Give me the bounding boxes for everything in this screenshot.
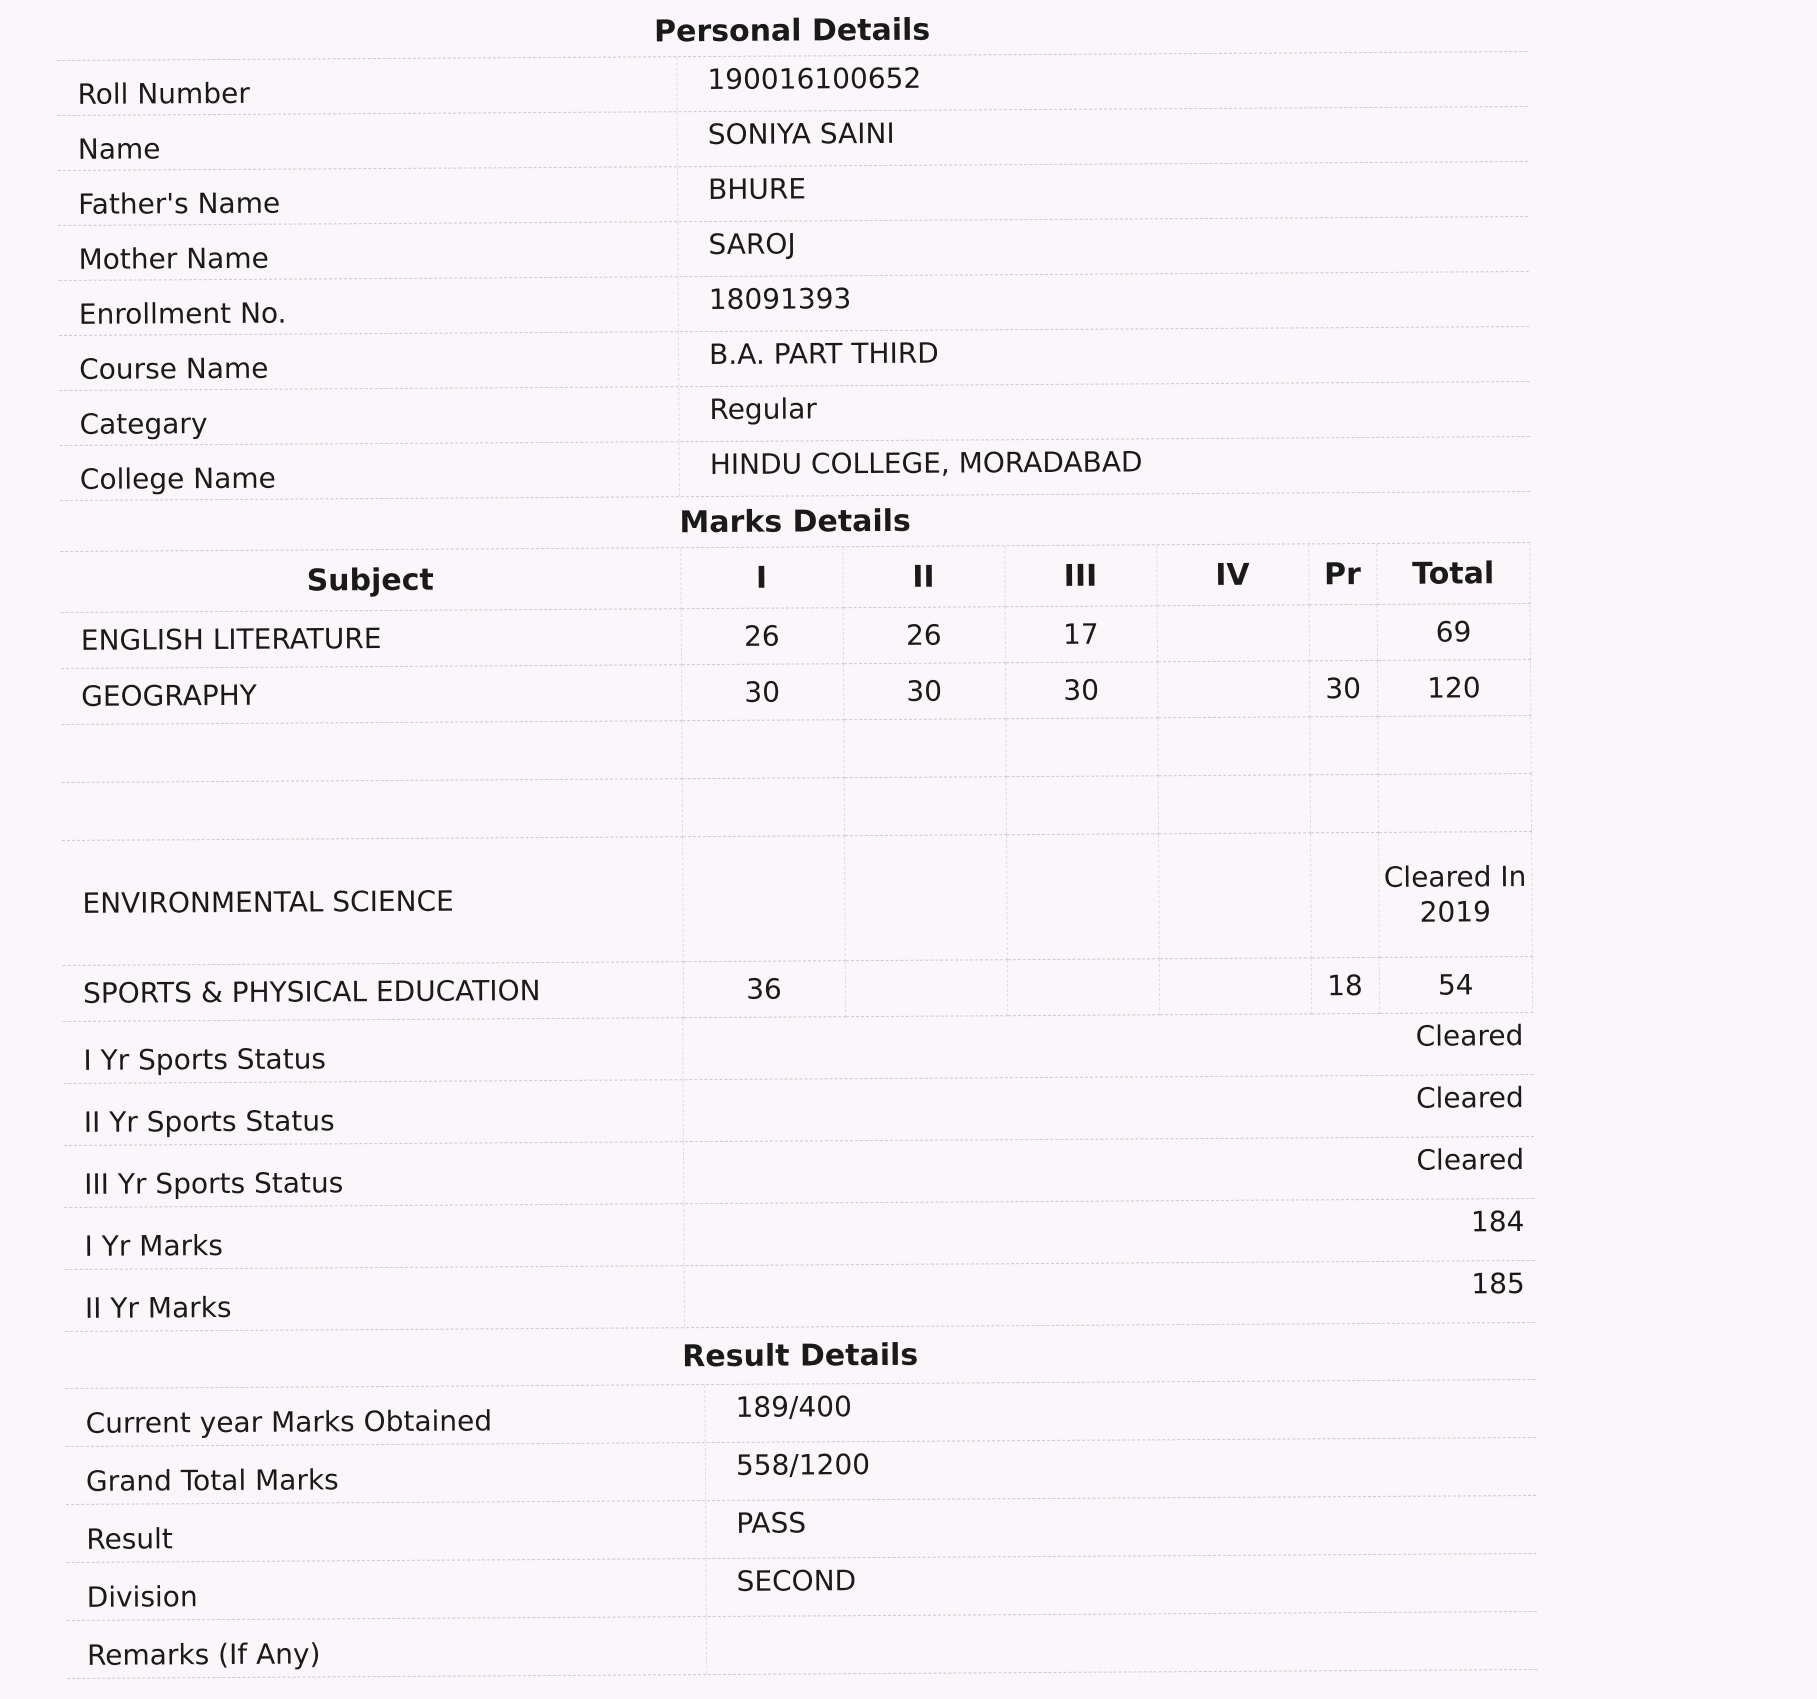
mark-cell-i bbox=[682, 836, 845, 962]
mark-cell-ii bbox=[844, 835, 1007, 961]
personal-details-title: Personal Details bbox=[57, 1, 1527, 61]
result-sheet bbox=[57, 1, 1537, 1690]
mark-cell-total: 54 bbox=[1379, 957, 1533, 1014]
col-header-iii: III bbox=[1004, 545, 1156, 606]
result-value bbox=[707, 1612, 1537, 1674]
detail-label: Father's Name bbox=[58, 167, 678, 225]
result-value: PASS bbox=[736, 1506, 807, 1540]
status-value: 185 bbox=[1471, 1267, 1525, 1301]
detail-label: Roll Number bbox=[57, 57, 677, 115]
mark-cell-pr: 18 bbox=[1311, 957, 1379, 1013]
marks-details-title: Marks Details bbox=[60, 492, 1530, 552]
mark-cell-ii bbox=[843, 719, 1005, 778]
detail-value: BHURE bbox=[708, 172, 807, 207]
status-row bbox=[64, 1137, 1534, 1208]
result-value: 189/400 bbox=[735, 1390, 852, 1424]
result-label: Division bbox=[66, 1559, 706, 1620]
detail-value: SAROJ bbox=[708, 227, 796, 262]
table-row bbox=[63, 957, 1533, 1022]
col-header-pr: Pr bbox=[1308, 544, 1376, 605]
detail-row bbox=[59, 327, 1529, 391]
detail-row bbox=[58, 217, 1528, 281]
detail-label: Name bbox=[58, 112, 678, 170]
status-value: Cleared bbox=[1415, 1081, 1524, 1115]
detail-value: Regular bbox=[709, 392, 817, 427]
mark-cell-total: 120 bbox=[1377, 660, 1531, 717]
mark-cell-iii bbox=[1007, 959, 1159, 1016]
mark-cell-ii bbox=[845, 960, 1007, 1017]
result-label: Result bbox=[66, 1501, 706, 1562]
status-label: I Yr Marks bbox=[64, 1204, 684, 1269]
result-row bbox=[66, 1496, 1536, 1563]
result-label: Remarks (If Any) bbox=[67, 1617, 707, 1678]
detail-row bbox=[59, 272, 1529, 336]
detail-value: HINDU COLLEGE, MORADABAD bbox=[709, 445, 1143, 482]
subject-cell: ENGLISH LITERATURE bbox=[61, 609, 681, 669]
mark-cell-total: Cleared In 2019 bbox=[1378, 832, 1532, 958]
status-value: 184 bbox=[1470, 1205, 1525, 1239]
status-label: II Yr Marks bbox=[65, 1266, 685, 1331]
status-label: II Yr Sports Status bbox=[64, 1080, 684, 1145]
mark-cell-iv bbox=[1158, 775, 1310, 834]
status-label: III Yr Sports Status bbox=[64, 1142, 684, 1207]
mark-cell-pr bbox=[1310, 774, 1378, 832]
mark-cell-pr bbox=[1310, 832, 1379, 957]
mark-cell-iv bbox=[1157, 717, 1309, 776]
mark-cell-total: 69 bbox=[1377, 604, 1531, 661]
col-header-subject: Subject bbox=[60, 548, 680, 612]
marks-table bbox=[60, 543, 1533, 1022]
status-row bbox=[65, 1261, 1535, 1332]
detail-row bbox=[58, 162, 1528, 226]
table-row bbox=[61, 604, 1531, 669]
col-header-i: I bbox=[680, 547, 842, 608]
detail-label: College Name bbox=[60, 442, 680, 500]
status-row bbox=[63, 1013, 1533, 1084]
result-details-title: Result Details bbox=[65, 1323, 1535, 1389]
table-row bbox=[62, 774, 1532, 841]
subject-cell: SPORTS & PHYSICAL EDUCATION bbox=[63, 962, 683, 1022]
result-row bbox=[67, 1612, 1537, 1679]
table-row bbox=[61, 716, 1531, 783]
subject-cell: ENVIRONMENTAL SCIENCE bbox=[62, 837, 683, 966]
mark-cell-iii bbox=[1005, 718, 1157, 777]
detail-row bbox=[57, 52, 1527, 116]
col-header-total: Total bbox=[1376, 543, 1530, 604]
detail-value: B.A. PART THIRD bbox=[709, 336, 939, 372]
detail-row bbox=[59, 382, 1529, 446]
status-value: Cleared bbox=[1416, 1143, 1525, 1177]
mark-cell-iv bbox=[1157, 605, 1309, 662]
detail-label: Mother Name bbox=[58, 222, 678, 280]
mark-cell-ii: 26 bbox=[843, 607, 1005, 664]
detail-value: SONIYA SAINI bbox=[707, 116, 895, 152]
result-value: 558/1200 bbox=[735, 1448, 871, 1482]
mark-cell-iv bbox=[1158, 833, 1311, 959]
mark-cell-total bbox=[1378, 774, 1532, 833]
status-label: I Yr Sports Status bbox=[63, 1018, 683, 1083]
detail-label: Course Name bbox=[59, 332, 679, 390]
mark-cell-iii bbox=[1006, 776, 1158, 835]
mark-cell-pr bbox=[1309, 604, 1377, 660]
col-header-iv: IV bbox=[1156, 544, 1308, 605]
detail-value: 18091393 bbox=[708, 282, 852, 317]
mark-cell-i: 36 bbox=[683, 961, 845, 1018]
detail-row bbox=[60, 437, 1530, 501]
mark-cell-iii: 17 bbox=[1005, 606, 1157, 663]
result-row bbox=[65, 1380, 1535, 1447]
result-row bbox=[66, 1554, 1536, 1621]
result-value: SECOND bbox=[736, 1564, 857, 1598]
mark-cell-pr bbox=[1309, 716, 1377, 774]
mark-cell-pr: 30 bbox=[1309, 660, 1377, 716]
detail-label: Categary bbox=[59, 387, 679, 445]
subject-cell bbox=[62, 779, 682, 841]
table-row bbox=[62, 832, 1532, 966]
mark-cell-total bbox=[1377, 716, 1531, 775]
detail-value: 190016100652 bbox=[707, 61, 922, 97]
mark-cell-i: 30 bbox=[681, 664, 843, 721]
table-row bbox=[61, 660, 1531, 725]
mark-cell-ii bbox=[844, 777, 1006, 836]
status-row bbox=[64, 1199, 1534, 1270]
subject-cell bbox=[61, 721, 681, 783]
mark-cell-ii: 30 bbox=[843, 663, 1005, 720]
subject-cell: GEOGRAPHY bbox=[61, 665, 681, 725]
mark-cell-iii bbox=[1006, 834, 1159, 960]
mark-cell-iii: 30 bbox=[1005, 662, 1157, 719]
col-header-ii: II bbox=[842, 546, 1004, 607]
mark-cell-iv bbox=[1159, 958, 1311, 1015]
mark-cell-i bbox=[682, 778, 844, 837]
detail-label: Enrollment No. bbox=[59, 277, 679, 335]
mark-cell-i: 26 bbox=[681, 608, 843, 665]
result-label: Current year Marks Obtained bbox=[65, 1385, 705, 1446]
result-label: Grand Total Marks bbox=[66, 1443, 706, 1504]
status-value: Cleared bbox=[1415, 1019, 1524, 1053]
mark-cell-iv bbox=[1157, 661, 1309, 718]
status-row bbox=[64, 1075, 1534, 1146]
marks-header-row bbox=[60, 543, 1530, 612]
mark-cell-i bbox=[681, 720, 843, 779]
detail-row bbox=[58, 107, 1528, 171]
result-row bbox=[66, 1438, 1536, 1505]
